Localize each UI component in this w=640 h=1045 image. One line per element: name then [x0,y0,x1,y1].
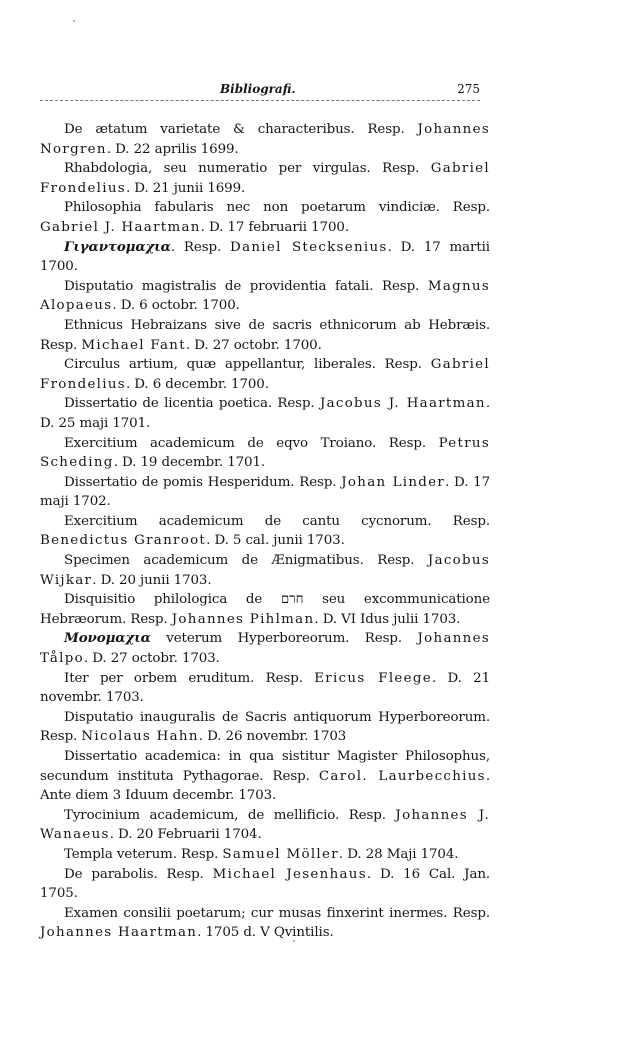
page-speck-bottom [293,940,295,942]
respondent-name: Magnus Alopaeus [40,278,490,314]
entry-title: Dissertatio academica: in qua sistitur Magister Philosophus, secundum instituta Pythagorae. Resp. [40,749,490,784]
header-rule [40,100,480,101]
bibliography-entry [40,355,490,394]
respondent-name: Benedictus Granroot [40,533,207,549]
bibliography-entry [40,904,490,943]
entry-date: . D. 17 martii 1700. [40,239,490,275]
bibliography-entry [40,473,490,512]
respondent-name: Gabriel Frondelius [40,161,490,196]
bibliography-entry [40,512,490,551]
respondent-name: Michael Fant [81,337,186,353]
entry-date: . D. 20 junii 1703. [92,572,212,588]
entry-date: . Ante diem 3 Iduum decembr. 1703. [40,768,490,804]
bibliography-list [40,120,490,943]
entry-date: . D. 27 octobr. 1700. [185,337,322,353]
entry-title: Disputatio magistralis de providentia fatali. Resp. [64,278,428,294]
entry-title: Tyrocinium academicum, de mellificio. Resp. [64,807,396,823]
entry-date: . D. VI Idus julii 1703. [314,611,461,627]
respondent-name: Michael Jesenhaus [212,866,367,882]
respondent-name: Carol. Laurbecchius [318,768,486,784]
entry-date: . D. 17 februarii 1700. [200,219,349,235]
entry-date: . D. 6 decembr. 1700. [125,376,269,392]
respondent-name: Daniel Stecksenius [230,239,388,255]
respondent-name: Gabriel Frondelius [40,357,490,392]
entry-date: . D. 28 Maji 1704. [338,846,459,862]
respondent-name: Jacobus J. Haartman [319,396,486,412]
entry-title: De ætatum varietate & characteribus. Resp. [64,122,418,137]
bibliography-entry [40,551,490,590]
bibliography-entry [40,590,490,629]
running-title: Bibliografi. [220,82,296,96]
respondent-name: Petrus Scheding [40,435,490,471]
entry-date: . 1705 d. V Qvintilis. [197,925,334,941]
bibliography-entry [40,316,490,355]
entry-date: . D. 6 octobr. 1700. [112,298,240,314]
bibliography-entry [40,120,490,159]
respondent-name: Jacobus Wijkar [40,553,490,588]
entry-title: Dissertatio de licentia poetica. Resp. [64,396,320,412]
bibliography-entry [40,198,490,237]
bibliography-entry [40,238,490,277]
bibliography-entry [40,277,490,316]
entry-title: Dissertatio de pomis Hesperidum. Resp. [64,474,342,490]
respondent-name: Johan Linder [341,474,446,490]
greek-title: Μονομαχια [64,630,151,647]
respondent-name: Samuel Möller [222,846,339,862]
entry-title: Templa veterum. Resp. [64,846,223,862]
entry-title: Examen consilii poetarum; cur musas finxerint inermes. Resp. [64,905,490,921]
bibliography-entry [40,708,490,747]
bibliography-entry [40,669,490,708]
entry-title: veterum Hyperboreorum. Resp. [150,631,418,647]
bibliography-entry [40,434,490,473]
entry-title: Ethnicus Hebraizans sive de sacris ethnicorum ab Hebræis. Resp. [40,317,490,353]
entry-title: Philosophia fabularis nec non poetarum vindiciæ. Resp. [64,200,490,216]
entry-date: . D. 5 cal. junii 1703. [206,533,345,549]
respondent-name: Johannes Haartman [40,925,198,941]
entry-date: . D. 21 novembr. 1703. [40,670,490,706]
page-speck-top [73,20,75,22]
entry-title: Iter per orbem eruditum. Resp. [64,670,315,686]
entry-title: Exercitium academicum de cantu cycnorum. Resp. [64,513,490,529]
entry-date: . D. 25 maji 1701. [40,396,490,431]
entry-title: Specimen academicum de Ænigmatibus. Resp. [64,553,428,569]
greek-title: Γιγαντομαχια [64,238,171,255]
entry-date: . D. 27 octobr. 1703. [83,651,220,667]
entry-title: Exercitium academicum de eqvo Troiano. Resp. [64,435,439,451]
entry-date: . D. 20 Februarii 1704. [109,827,262,843]
bibliography-entry [40,845,490,865]
entry-date: . D. 16 Cal. Jan. 1705. [40,866,491,902]
page-number: 275 [457,82,480,96]
bibliography-entry [40,806,490,845]
entry-date: . D. 17 maji 1702. [40,474,491,510]
bibliography-entry [40,629,490,668]
respondent-name: Gabriel J. Haartman [40,219,201,235]
entry-date: . D. 26 novembr. 1703 [198,729,347,745]
entry-date: . D. 22 aprilis 1699. [106,141,239,157]
entry-title: Disputatio inauguralis de Sacris antiquorum Hyperboreorum. Resp. [40,709,490,745]
bibliography-entry [40,159,490,198]
bibliography-entry [40,865,490,904]
entry-date: . D. 21 junii 1699. [125,180,246,196]
entry-title: Rhabdologia, seu numeratio per virgulas. Resp. [64,161,431,177]
entry-title: Circulus artium, quæ appellantur, liberales. Resp. [64,357,431,373]
entry-title: De parabolis. Resp. [64,866,213,882]
bibliography-entry [40,747,490,806]
respondent-name: Johannes J. Wanaeus [40,807,490,843]
respondent-name: Ericus Fleege [314,670,432,686]
respondent-name: Johannes Tålpo [40,631,490,667]
respondent-name: Johannes Pihlman [171,611,315,627]
entry-title: . Resp. [170,239,231,255]
bibliography-entry [40,394,490,433]
respondent-name: Johannes Norgren [40,122,490,157]
respondent-name: Nicolaus Hahn [81,729,199,745]
entry-date: . D. 19 decembr. 1701. [113,455,266,471]
entry-title: Disquisitio philologica de חרם seu excommunicatione Hebræorum. Resp. [40,592,490,627]
